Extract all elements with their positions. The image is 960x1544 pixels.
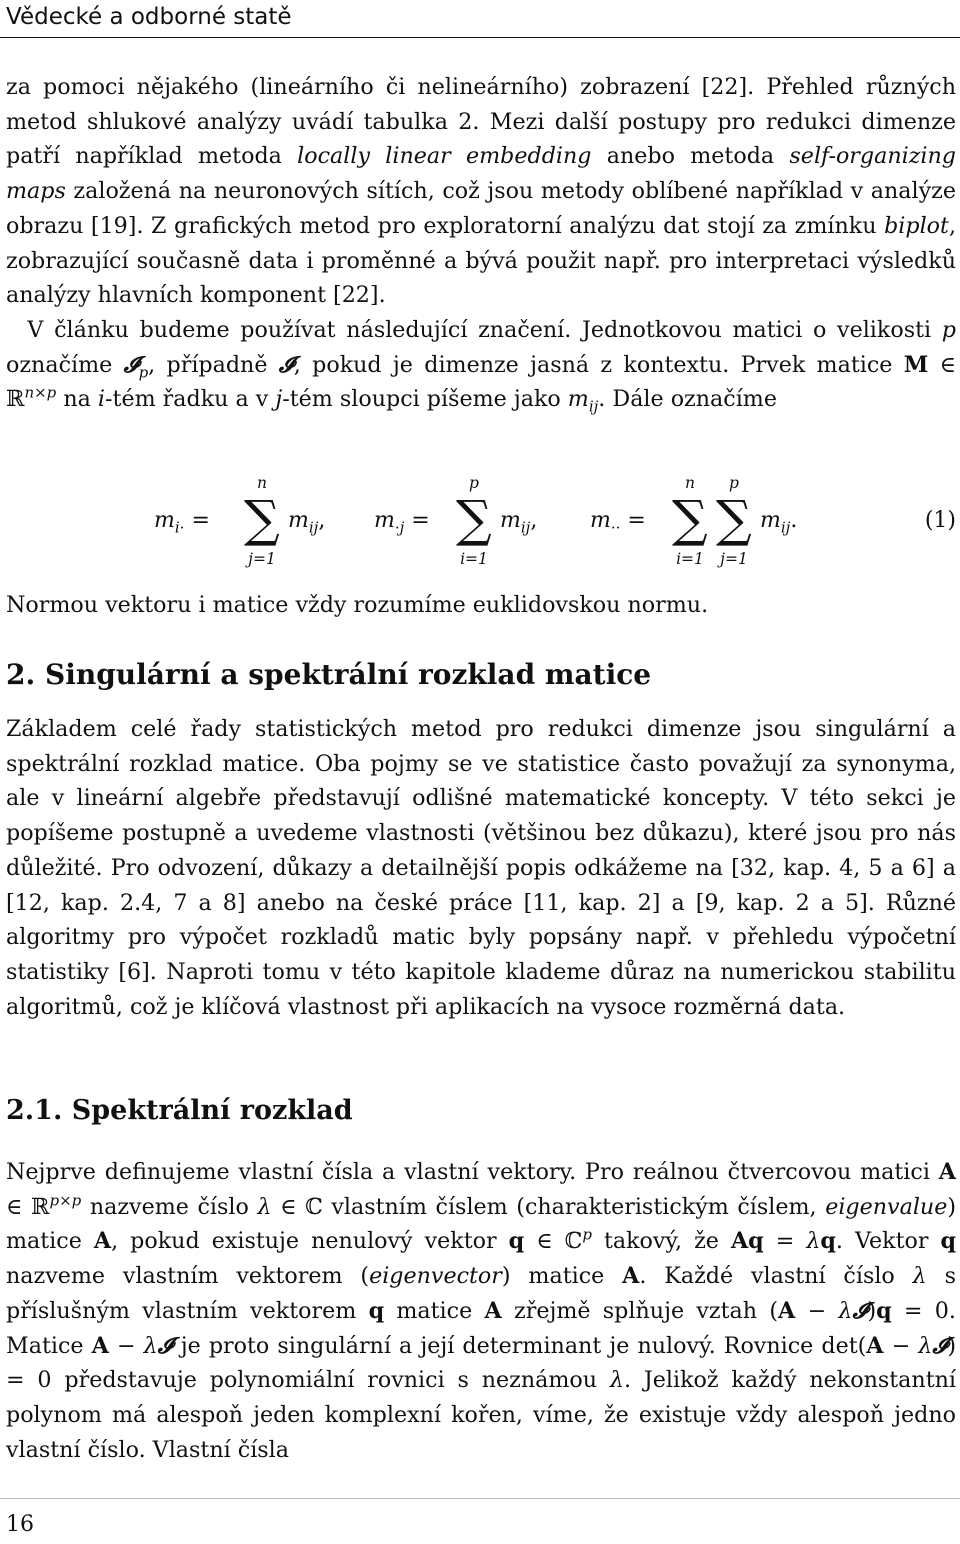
- sum-upper: p: [729, 474, 739, 492]
- text-run: −: [795, 1297, 839, 1324]
- page-number: 16: [6, 1512, 34, 1537]
- math-sub: i·: [174, 518, 185, 537]
- text-run: ) matice: [6, 1193, 956, 1255]
- text-run: zřejmě splňuje vztah (: [501, 1297, 778, 1324]
- term-eigenvector: eigenvector: [369, 1263, 502, 1290]
- term-som: self-organizing maps: [6, 143, 957, 205]
- math-i: i: [97, 386, 106, 413]
- footer-rule: [0, 1498, 960, 1499]
- eq-term1: [288, 508, 326, 537]
- text-run: . Každé vlastní číslo: [639, 1263, 913, 1290]
- sum-lower: i=1: [460, 550, 488, 568]
- text-run: anebo metoda: [591, 143, 790, 170]
- text-run: ) = 0 představuje polynomiální rovnici s neznámou: [6, 1332, 956, 1394]
- after-equation: [6, 588, 956, 623]
- text-run: , pokud je dimenze jasná z kontextu. Prvek matice: [293, 351, 904, 378]
- text-run: ) matice: [501, 1263, 623, 1290]
- eq-term3: [760, 508, 798, 537]
- term-lle: locally linear embedding: [297, 143, 592, 170]
- math-identity: 𝓘: [932, 1332, 948, 1359]
- term-biplot: biplot: [884, 212, 949, 239]
- math-sub: ij: [588, 397, 599, 416]
- term-eigenvalue: eigenvalue: [825, 1193, 948, 1220]
- sum-upper: n: [685, 474, 695, 492]
- sum-sign: ∑: [672, 490, 708, 548]
- text-run: na: [56, 386, 98, 413]
- math-sup: n×p: [24, 383, 57, 402]
- math-matrix-a: A: [866, 1332, 884, 1359]
- math-matrix-a: A: [938, 1159, 956, 1185]
- math-m: m: [374, 508, 395, 533]
- math-sub: ij: [308, 518, 319, 537]
- math-matrix-a: A: [777, 1297, 796, 1324]
- text-run: = 0. Matice: [6, 1297, 956, 1359]
- eq-sign: =: [191, 508, 210, 533]
- math-m: m: [154, 508, 175, 533]
- section-2-body: [6, 712, 956, 1024]
- text-run: Nejprve definujeme vlastní čísla a vlastní vektory. Pro reálnou čtvercovou matici: [6, 1159, 939, 1185]
- text-run: ∈ ℝ: [6, 1193, 50, 1220]
- math-vector-q: q: [876, 1297, 892, 1324]
- running-header: Vědecké a odborné statě: [6, 4, 292, 30]
- math-vector-q: q: [940, 1228, 956, 1255]
- sum-sign: ∑: [244, 490, 280, 548]
- eq-term1-lhs: [154, 508, 210, 537]
- sum-sign: ∑: [716, 490, 752, 548]
- period: .: [790, 508, 798, 533]
- sum-upper: p: [469, 474, 479, 492]
- text-run: za pomoci nějakého (lineárního či nelineárního) zobrazení [22]. Přehled různých metod shlukové analýzy uvádí tabulka 2. Mezi další postupy pro redukci dimenze patří například metoda: [6, 74, 956, 170]
- text-run: −: [108, 1332, 144, 1359]
- text-run: , zobrazující současně data i proměnné a bývá použit např. pro interpretaci výsledků analýzy hlavních komponent [22].: [6, 212, 956, 309]
- math-m: m: [567, 386, 589, 413]
- math-sub: ··: [610, 518, 621, 537]
- eq-term2: [500, 508, 538, 537]
- math-sup: p: [582, 1226, 592, 1245]
- text-run: označíme: [6, 351, 124, 378]
- section-2-paragraph: Základem celé řady statistických metod pro redukci dimenze jsou singulární a spektrální rozklad matice. Oba pojmy se ve statistice často považují za synonyma, ale v lineární algebře představují odlišné matematické koncepty. V této sekci je popíšeme postupně a uvedeme vlastnosti (většinou bez důkazu), které jsou pro nás důležité. Pro odvození, důkazy a detailnější popis odkážeme na [32, kap. 4, 5 a 6] a [12, kap. 2.4, 7 a 8] anebo na české práce [11, kap. 2] a [9, kap. 2 a 5]. Různé algoritmy pro výpočet rozkladů matic byly popsány např. v přehledu výpočetní statistiky [6]. Naproti tomu v této kapitole klademe důraz na numerickou stabilitu algoritmů, což je klíčová vlastnost při aplikacích na vysoce rozměrná data.: [6, 716, 956, 1020]
- math-vector-q: q: [508, 1228, 525, 1255]
- text-run: , pokud existuje nenulový vektor: [111, 1228, 509, 1255]
- math-m: m: [288, 508, 309, 533]
- intro-paragraph-1: [6, 70, 956, 313]
- text-run: ): [867, 1297, 877, 1324]
- eq-term3-lhs: [590, 508, 646, 537]
- sum-lower: j=1: [248, 550, 276, 568]
- intro-section: [6, 70, 956, 417]
- section-2-1-paragraph: [6, 1155, 956, 1467]
- math-vector-q: q: [820, 1228, 836, 1255]
- eq-sign: =: [627, 508, 646, 533]
- text-run: V článku budeme používat následující značení. Jednotkovou matici o velikosti: [27, 316, 942, 343]
- math-identity: 𝓘: [157, 1332, 173, 1359]
- math-m: m: [500, 508, 521, 533]
- math-m: m: [590, 508, 611, 533]
- section-2-1-body: [6, 1155, 956, 1467]
- math-sub: ·j: [394, 518, 405, 537]
- math-lambda: λ: [838, 1297, 853, 1324]
- text-run: ∈ ℂ: [524, 1228, 583, 1255]
- section-heading: 2. Singulární a spektrální rozklad matice: [6, 658, 652, 691]
- math-identity: 𝓘: [852, 1297, 868, 1324]
- math-sup: p×p: [49, 1191, 82, 1210]
- text-run: . Jelikož každý nekonstantní polynom má alespoň jeden komplexní kořen, víme, že existuje vždy alespoň jedno vlastní číslo. Vlastní čísla: [6, 1367, 956, 1463]
- math-identity: 𝓘: [123, 351, 139, 378]
- after-equation-paragraph: Normou vektoru i matice vždy rozumíme euklidovskou normu.: [6, 592, 709, 618]
- text-run: nazveme číslo: [81, 1193, 258, 1220]
- math-matrix-a: A: [93, 1228, 112, 1255]
- text-run: , případně: [148, 351, 279, 378]
- eq-term2-lhs: [374, 508, 430, 537]
- text-run: . Dále označíme: [598, 386, 777, 413]
- text-run: je proto singulární a její determinant je nulový. Rovnice det(: [172, 1332, 867, 1359]
- header-rule: [0, 37, 960, 38]
- math-lambda: λ: [609, 1367, 624, 1394]
- math-sub: ij: [520, 518, 531, 537]
- text-run: =: [763, 1228, 807, 1255]
- math-identity: 𝓘: [278, 351, 294, 378]
- equation-1: [6, 470, 956, 580]
- sum-upper: n: [257, 474, 267, 492]
- text-run: -tém řadku a v: [105, 386, 276, 413]
- text-run: s příslušným vlastním vektorem: [6, 1263, 956, 1324]
- equation-number: (1): [924, 508, 956, 533]
- intro-paragraph-2: [6, 313, 956, 417]
- text-run: založená na neuronových sítích, což jsou metody oblíbené například v analýze obrazu [19]. Z grafických metod pro exploratorní analýzu dat stojí za zmínku: [6, 178, 956, 239]
- sum-lower: j=1: [720, 550, 748, 568]
- math-sub: ij: [780, 518, 791, 537]
- eq-sign: =: [411, 508, 430, 533]
- math-m: m: [760, 508, 781, 533]
- math-matrix-m: M: [903, 351, 929, 378]
- text-run: ∈ ℝ: [6, 351, 956, 413]
- math-lambda: λ: [143, 1332, 158, 1359]
- text-run: -tém sloupci píšeme jako: [282, 386, 568, 413]
- math-aq: Aq: [730, 1228, 764, 1255]
- comma: ,: [318, 508, 326, 533]
- math-vector-q: q: [368, 1297, 385, 1324]
- text-run: . Vektor: [835, 1228, 941, 1255]
- sum-sign: ∑: [456, 490, 492, 548]
- math-sub: p: [138, 363, 149, 382]
- math-lambda: λ: [918, 1332, 933, 1359]
- subsection-heading: 2.1. Spektrální rozklad: [6, 1095, 353, 1126]
- math-j: j: [275, 386, 283, 413]
- math-p: p: [941, 316, 956, 343]
- math-matrix-a: A: [484, 1297, 502, 1324]
- text-run: −: [883, 1332, 919, 1359]
- math-lambda: λ: [257, 1193, 272, 1220]
- math-matrix-a: A: [622, 1263, 640, 1290]
- sum-lower: i=1: [676, 550, 704, 568]
- text-run: takový, že: [591, 1228, 731, 1255]
- text-run: nazveme vlastním vektorem (: [6, 1263, 370, 1290]
- math-lambda: λ: [806, 1228, 821, 1255]
- math-lambda: λ: [912, 1263, 927, 1290]
- math-matrix-a: A: [91, 1332, 109, 1359]
- text-run: matice: [384, 1297, 485, 1324]
- comma: ,: [530, 508, 538, 533]
- text-run: ∈ ℂ vlastním číslem (charakteristickým číslem,: [271, 1193, 826, 1220]
